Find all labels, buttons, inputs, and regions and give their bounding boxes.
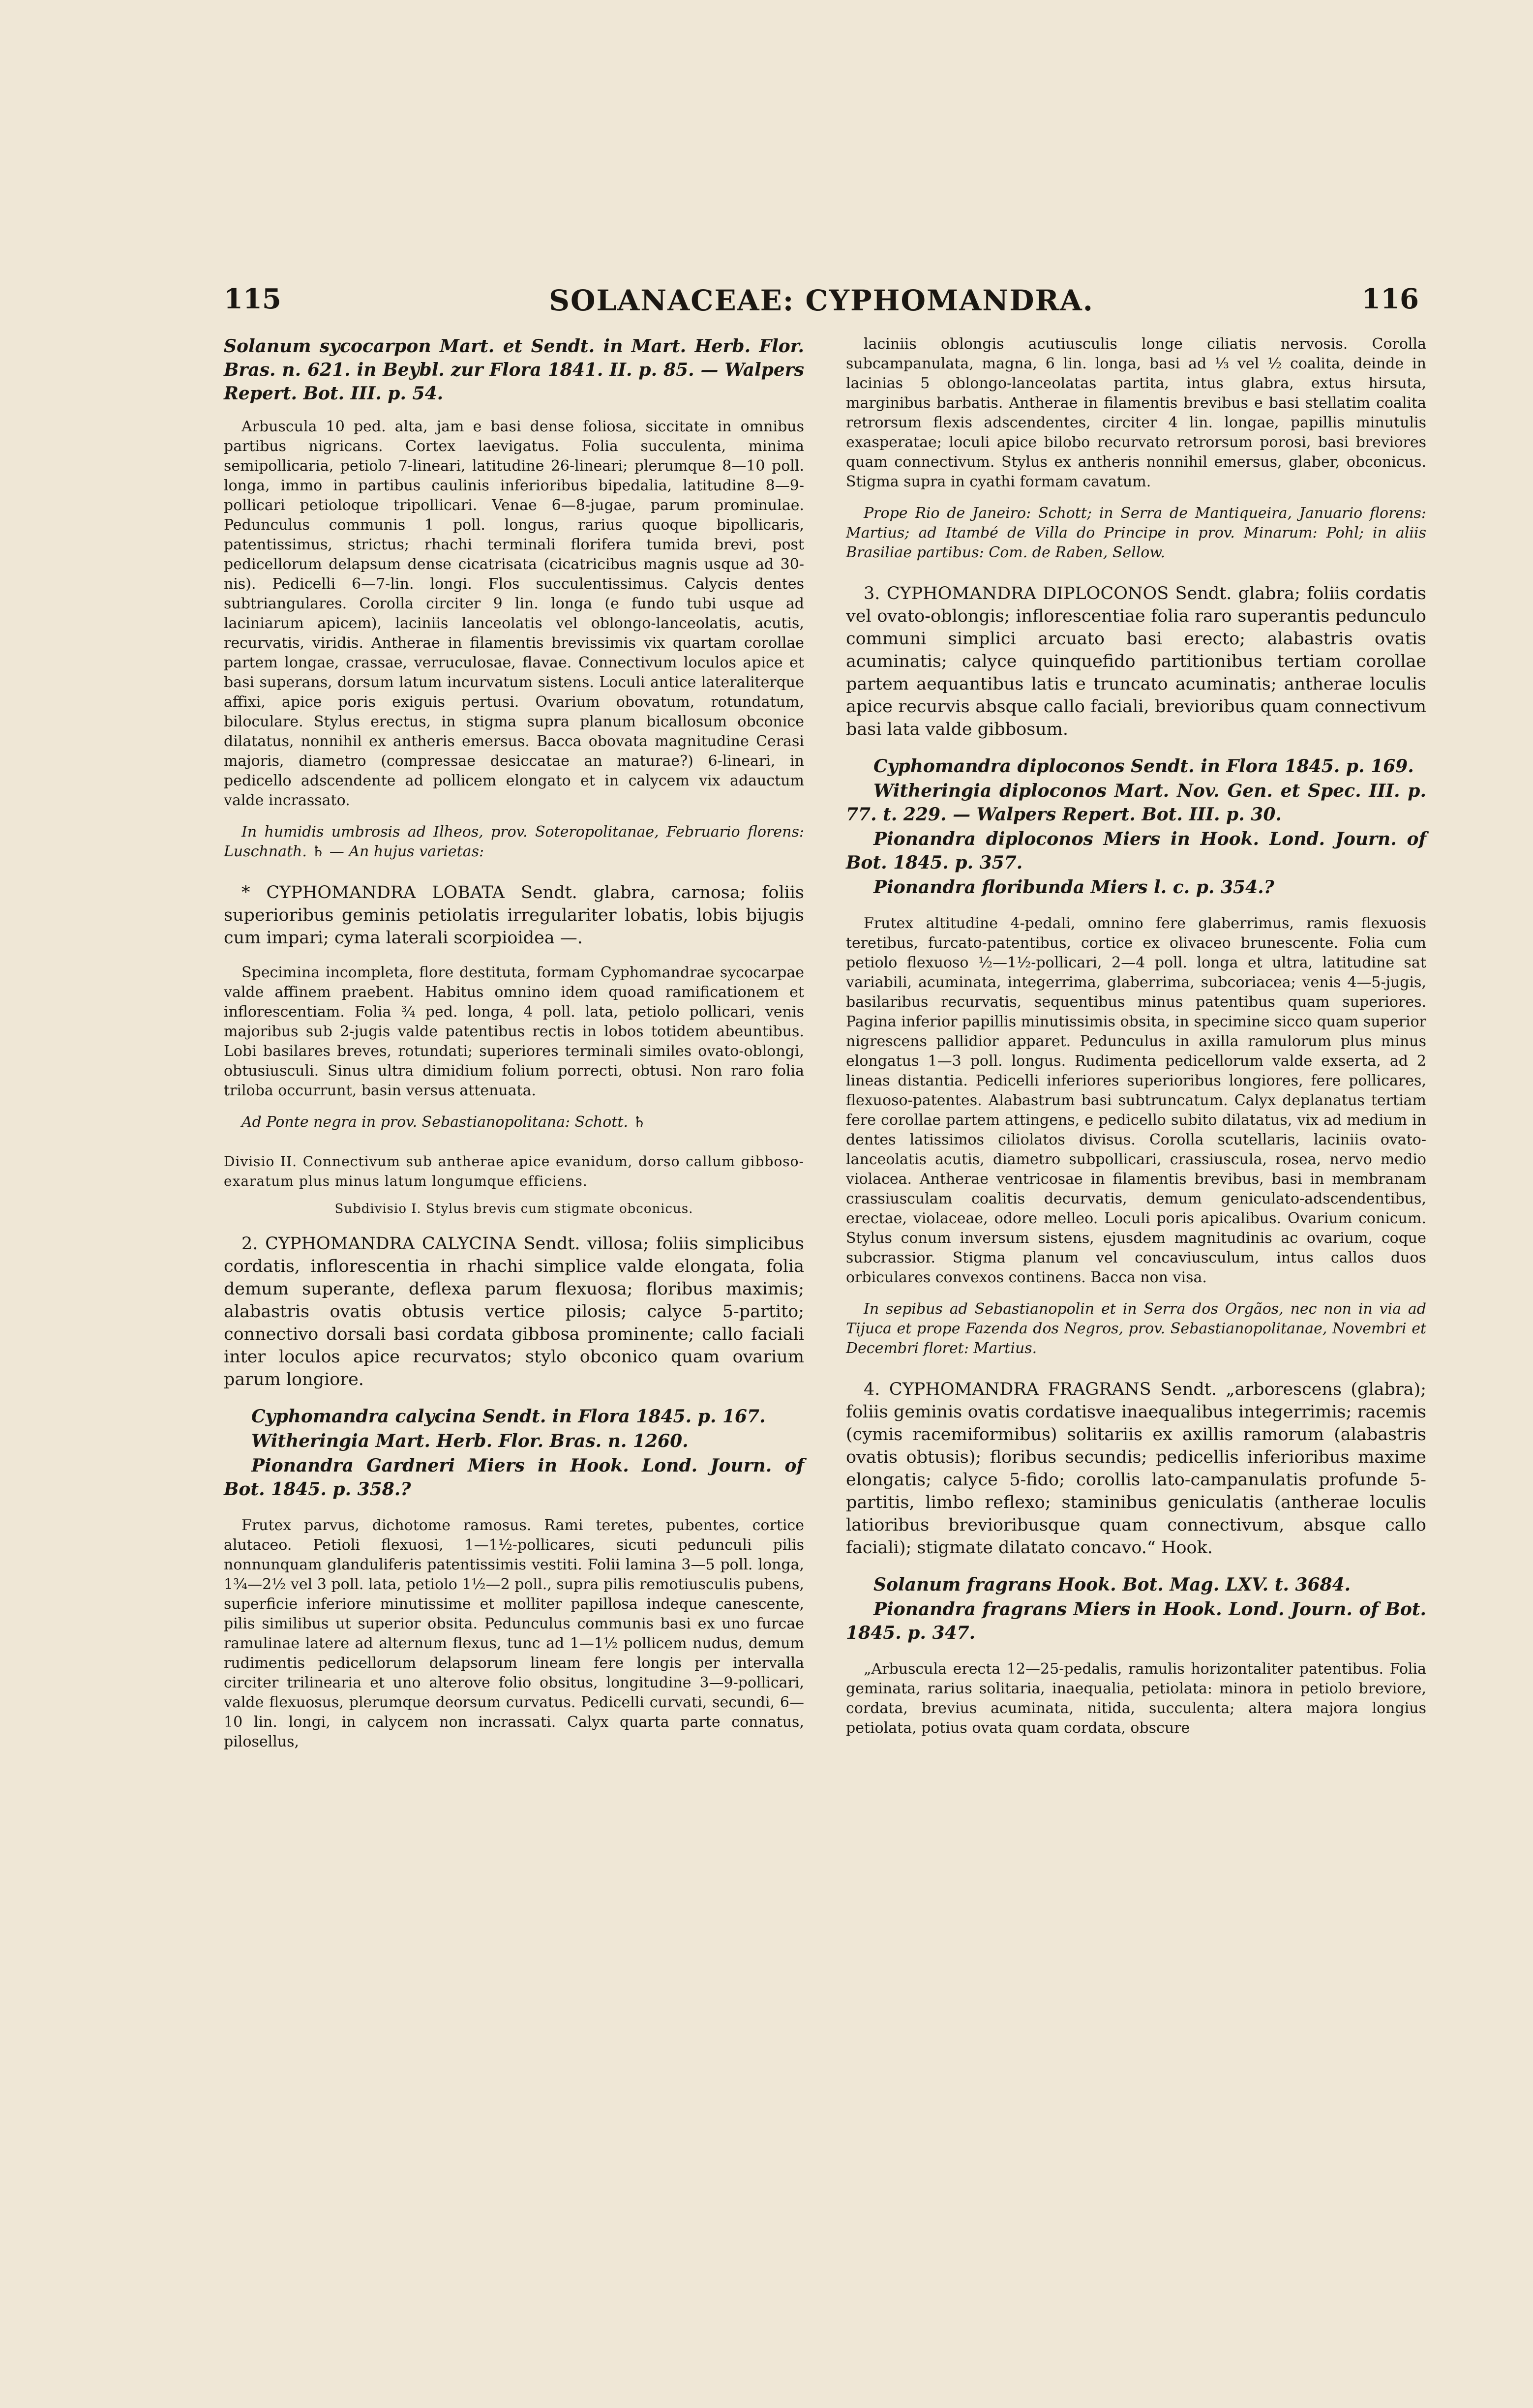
synonym-line: Pionandra fragrans Miers in Hook. Lond. Journ. of Bot. 1845. p. 347. [846, 1599, 1426, 1643]
diagnosis-diploconos: 3. CYPHOMANDRA DIPLOCONOS Sendt. glabra; foliis cordatis vel ovato-oblongis; inflorescentiae folia raro superantis pedunculo communi simplici arcuato basi erecto; alabastris ovatis acuminatis; calyce quinquefido partitionibus tertiam corollae partem aequantibus latis e truncato acuminatis; antherae loculis apice recurvis absque callo faciali, brevioribus quam connectivum basi lata valde gibbosum. [846, 584, 1426, 739]
synonym-line: Witheringia diploconos Mart. Nov. Gen. et Spec. III. p. 77. t. 229. — Walpers Repert. Bot. III. p. 30. [846, 781, 1426, 825]
right-column [846, 334, 1426, 1750]
description-calycina: Frutex parvus, dichotome ramosus. Rami teretes, pubentes, cortice alutaceo. Petioli flexuosi, 1—1½-pollicares, sicuti pedunculi pilis nonnunquam glanduliferis patentissimis vestiti. Folii lamina 3—5 poll. longa, 1¾—2½ vel 3 poll. lata, petiolo 1½—2 poll., supra pilis remotiusculis pubens, superficie inferiore minutissime et molliter papillosa indeque canescente, pilis similibus ut superior obsita. Pedunculus communis basi ex uno furcae ramulinae latere ad alternum flexus, tunc ad 1—1½ pollicem nudus, demum rudimentis pedicellorum delapsorum lineam fere longis per intervalla circiter trilinearia et uno alterove folio obsitus, longitudine 3—9-pollicari, valde flexuosus, plerumque deorsum curvatus. Pedicelli curvati, secundi, 6—10 lin. longi, in calycem non incrassati. Calyx quarta parte connatus, pilosellus, [224, 1517, 804, 1750]
synonym-line: Solanum fragrans Hook. Bot. Mag. LXV. t. 3684. [873, 1574, 1351, 1595]
running-title: SOLANACEAE: CYPHOMANDRA. [549, 284, 1094, 317]
description-sycocarpon: Arbuscula 10 ped. alta, jam e basi dense foliosa, siccitate in omnibus partibus nigricans. Cortex laevigatus. Folia succulenta, minima semipollicaria, petiolo 7-lineari, latitudine 26-lineari; plerumque 8—10 poll. longa, immo in partibus caulinis inferioribus bipedalia, latitudine 8—9-pollicari petioloque tripollicari. Venae 6—8-jugae, parum prominulae. Pedunculus communis 1 poll. longus, rarius quoque bipollicaris, patentissimus, strictus; rhachi terminali florifera tumida brevi, post pedicellorum delapsum dense cicatrisata (cicatricibus magnis usque ad 30-nis). Pedicelli 6—7-lin. longi. Flos succulentissimus. Calycis dentes subtriangulares. Corolla circiter 9 lin. longa (e fundo tubi usque ad laciniarum apicem), laciniis lanceolatis vel oblongo-lanceolatis, acutis, recurvatis, viridis. Antherae in filamentis brevissimis vix quartam corollae partem longae, crassae, verruculosae, flavae. Connectivum loculos apice et basi superans, dorsum latum incurvatum sistens. Loculi antice lateraliterque affixi, apice poris exiguis pertusi. Ovarium obovatum, rotundatum, biloculare. Stylus erectus, in stigma supra planum bicallosum obconice dilatatus, nonnihil ex antheris emersus. Bacca obovata magnitudine Cerasi majoris, diametro (compressae desiccatae an maturae?) 6-lineari, in pedicello adscendente ad pollicem elongato et in calycem vix adauctum valde incrassato. [224, 418, 804, 809]
synonym-line: Pionandra floribunda Miers l. c. p. 354.? [873, 877, 1274, 898]
synonym-line: Cyphomandra diploconos Sendt. in Flora 1845. p. 169. [873, 756, 1414, 777]
divisio-heading: Divisio II. Connectivum sub antherae apice evanidum, dorso callum gibboso-exaratum plus minus latum longumque efficiens. [224, 1153, 804, 1189]
description-lobata: Specimina incompleta, flore destituta, formam Cyphomandrae sycocarpae valde affinem praebent. Habitus omnino idem quoad ramificationem et inflorescentiam. Folia ¾ ped. longa, 4 poll. lata, petiolo pollicari, venis majoribus sub 2-jugis valde patentibus rectis in lobos totidem abeuntibus. Lobi basilares breves, rotundati; superiores terminali similes ovato-oblongi, obtusiusculi. Sinus ultra dimidium folium porrecti, obtusi. Non raro folia triloba occurrunt, basin versus attenuata. [224, 964, 804, 1099]
description-calycina-continued: laciniis oblongis acutiusculis longe ciliatis nervosis. Corolla subcampanulata, magna, 6 lin. longa, basi ad ⅓ vel ½ coalita, deinde in lacinias 5 oblongo-lanceolatas partita, intus glabra, extus hirsuta, marginibus barbatis. Antherae in filamentis brevibus e basi stellatim coalita retrorsum flexis adscendentes, circiter 4 lin. longae, papillis minutulis exasperatae; loculi apice bilobo recurvato retrorsum porosi, basi breviores quam connectivum. Stylus ex antheris nonnihil emersus, glaber, obconicus. Stigma supra in cyathi formam cavatum. [846, 335, 1426, 490]
synonym-line: Cyphomandra calycina Sendt. in Flora 1845. p. 167. [251, 1406, 766, 1427]
diagnosis-lobata: * CYPHOMANDRA LOBATA Sendt. glabra, carnosa; foliis superioribus geminis petiolatis irregulariter lobatis, lobis bijugis cum impari; cyma laterali scorpioidea —. [224, 883, 804, 948]
page-number-right: 116 [1361, 283, 1419, 315]
synonym-line: Witheringia Mart. Herb. Flor. Bras. n. 1260. [251, 1431, 689, 1451]
synonym-line: Pionandra Gardneri Miers in Hook. Lond. Journ. of Bot. 1845. p. 358.? [224, 1455, 804, 1500]
page-number-left: 115 [224, 283, 281, 315]
locality-sycocarpon: In humidis umbrosis ad Ilheos, prov. Soteropolitanae, Februario florens: Luschnath. ♄ — An hujus varietas: [224, 823, 804, 860]
locality-lobata: Ad Ponte negra in prov. Sebastianopolitana: Schott. ♄ [241, 1114, 646, 1131]
left-column [224, 334, 804, 1764]
description-diploconos: Frutex altitudine 4-pedali, omnino fere glaberrimus, ramis flexuosis teretibus, furcato-patentibus, cortice ex olivaceo brunescente. Folia cum petiolo flexuoso ½—1½-pollicari, 2—4 poll. longa et ultra, latitudine sat variabili, acuminata, integerrima, glaberrima, subcoriacea; venis 4—5-jugis, basilaribus recurvatis, sequentibus minus patentibus quam superiores. Pagina inferior papillis minutissimis obsita, in specimine sicco quam superior nigrescens pallidior apparet. Pedunculus in axilla ramulorum plus minus elongatus 1—3 poll. longus. Rudimenta pedicellorum valde exserta, ad 2 lineas distantia. Pedicelli inferiores superioribus longiores, fere pollicares, flexuoso-patentes. Alabastrum basi subtruncatum. Calyx deplanatus tertiam fere corollae partem attingens, e pedicello subito dilatatus, vix ad medium in dentes latissimos ciliolatos divisus. Corolla scutellaris, laciniis ovato-lanceolatis acutis, diametro subpollicari, crassiuscula, rosea, nervo medio violacea. Antherae ventricosae in filamentis brevibus, basi in membranam crassiusculam coalitis decurvatis, demum geniculato-adscendentibus, erectae, violaceae, odore melleo. Loculi poris apicalibus. Ovarium conicum. Stylus conum inversum sistens, ejusdem magnitudinis ac ovarium, coque subcrassior. Stigma planum vel concaviusculum, intus callos duos orbiculares convexos continens. Bacca non visa. [846, 915, 1426, 1286]
description-fragrans: „Arbuscula erecta 12—25-pedalis, ramulis horizontaliter patentibus. Folia geminata, rarius solitaria, inaequalia, petiolata: minora in petiolo breviore, cordata, brevius acuminata, nitida, succulenta; altera majora longius petiolata, potius ovata quam cordata, obscure [846, 1660, 1426, 1737]
diagnosis-calycina: 2. CYPHOMANDRA CALYCINA Sendt. villosa; foliis simplicibus cordatis, inflorescentia in rhachi simplice valde elongata, folia demum superante, deflexa parum flexuosa; floribus maximis; alabastris ovatis obtusis vertice pilosis; calyce 5-partito; connectivo dorsali basi cordata gibbosa prominente; callo faciali inter loculos apice recurvatos; stylo obconico quam ovarium parum longiore. [224, 1234, 804, 1389]
synonym-line: Pionandra diploconos Miers in Hook. Lond. Journ. of Bot. 1845. p. 357. [846, 829, 1426, 873]
diagnosis-fragrans: 4. CYPHOMANDRA FRAGRANS Sendt. „arborescens (glabra); foliis geminis ovatis cordatisve inaequalibus integerrimis; racemis (cymis racemiformibus) solitariis ex axillis ramorum (alabastris ovatis obtusis); floribus secundis; pedicellis inferioribus maxime elongatis; calyce 5-fido; corollis lato-campanulatis profunde 5-partitis, limbo reflexo; staminibus geniculatis (antherae loculis latioribus brevioribusque quam connectivum, absque callo faciali); stigmate dilatato concavo.“ Hook. [846, 1380, 1426, 1558]
subdivisio-heading: Subdivisio I. Stylus brevis cum stigmate obconicus. [334, 1202, 693, 1216]
page-header [224, 283, 1419, 327]
citation-solanum-sycocarpon: Solanum sycocarpon Mart. et Sendt. in Mart. Herb. Flor. Bras. n. 621. in Beybl. zur Flora 1841. II. p. 85. — Walpers Repert. Bot. III. p. 54. [224, 336, 804, 404]
locality-diploconos: In sepibus ad Sebastianopolin et in Serra dos Orgãos, nec non in via ad Tijuca et prope Fazenda dos Negros, prov. Sebastianopolitanae, Novembri et Decembri floret: Martius. [846, 1300, 1426, 1357]
locality-calycina: Prope Rio de Janeiro: Schott; in Serra de Mantiqueira, Januario florens: Martius; ad Itambé de Villa do Principe in prov. Minarum: Pohl; in aliis Brasiliae partibus: Com. de Raben, Sellow. [846, 505, 1426, 561]
